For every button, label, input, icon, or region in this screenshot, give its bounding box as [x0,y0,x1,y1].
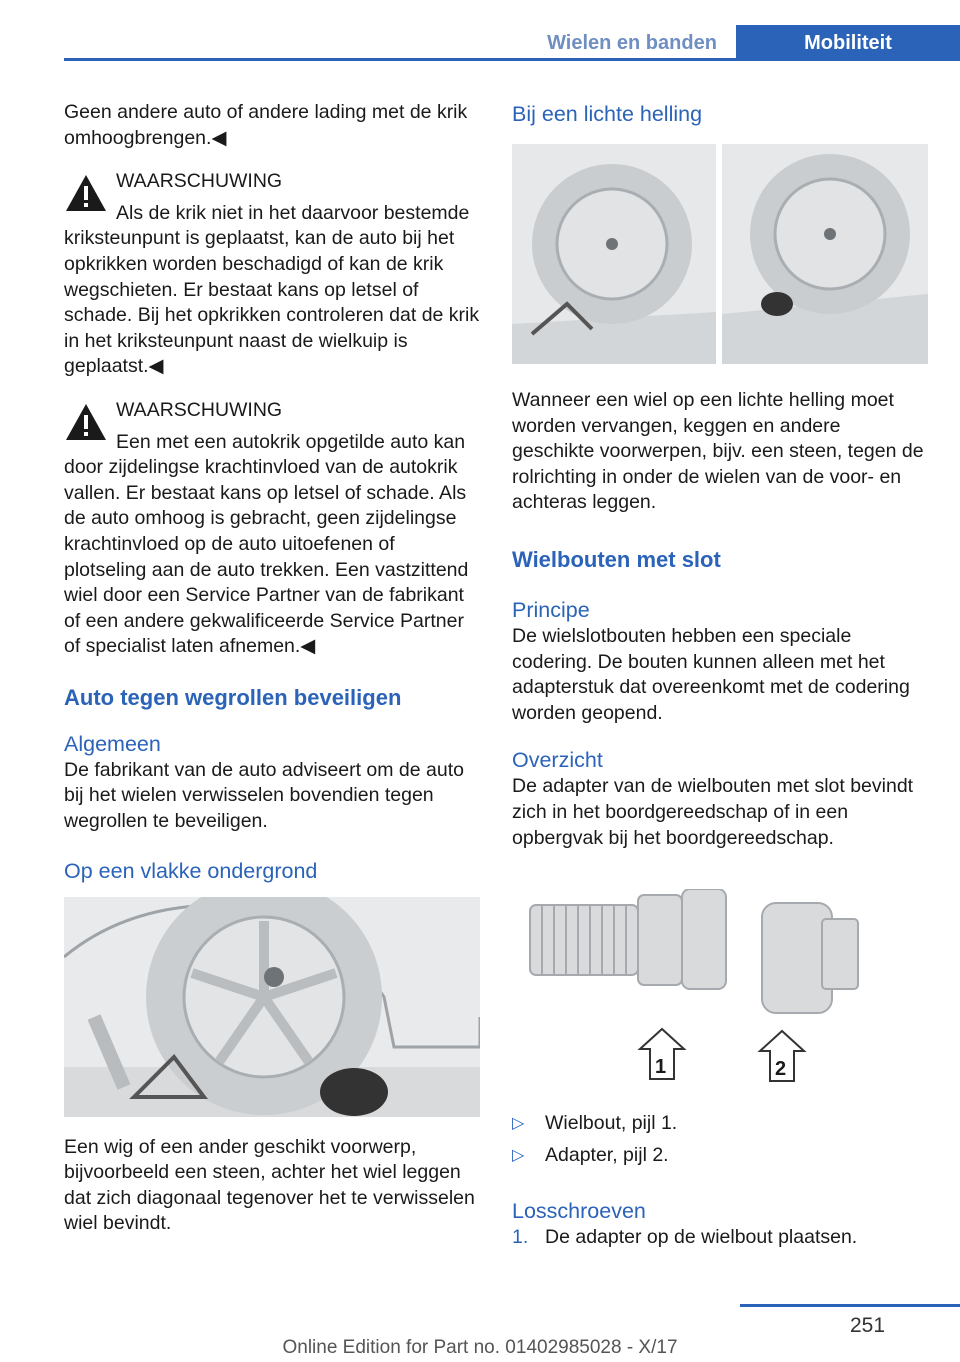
bolt-adapter-illustration [512,889,928,1089]
list-item [512,1143,928,1175]
subsection-title: Bij een lichte helling [512,102,703,126]
warning-triangle-icon [64,173,108,213]
warning-title: WAARSCHUWING [116,398,283,421]
subsection-title: Losschroeven [512,1199,646,1224]
triangle-bullet-icon: ▷ [512,1115,525,1133]
list-item-text: Adapter, pijl 2. [545,1144,669,1167]
section-heading: Wielbouten met slot [512,546,721,572]
subsection-title: Principe [512,597,590,622]
page-header [64,25,960,61]
flat-ground-illustration [64,897,480,1117]
steps-list [512,1225,928,1251]
section-heading: Auto tegen wegrollen beveiligen [64,684,402,710]
list-item-text: Wielbout, pijl 1. [545,1112,678,1135]
warning-text: Een met een autokrik opgetilde auto kan door zijdelingse krachtinvloed van de autokrik vallen. Er bestaat kans op letsel of schade. Als de auto omhoog is gebracht, geen zijdelingse krachtinvloed op de auto uitoefenen of plotseling aan de auto trekken. Een vastzittend wiel door een Service Partner van de fabrikant of een andere gekwalificeerde Service Partner of specialist laten afnemen.◀ [64,430,469,658]
warning-block-1 [64,169,480,380]
left-column [64,100,480,1237]
legend-list [512,1111,928,1175]
figure-caption: Een wig of een ander geschikt voorwerp, bijvoorbeeld een steen, achter het wiel leggen dat zich diagonaal tegenover het te verwisselen wiel bevindt. [64,1135,475,1235]
footer-rule [740,1304,960,1307]
warning-triangle-icon [64,402,108,442]
subsection-text: De adapter van de wielbouten met slot bevindt zich in het boordgereedschap of in een opbergvak bij het boordgereedschap. [512,775,914,849]
arrow-label-2: 2 [775,1058,787,1081]
right-column [512,100,928,1251]
page-number: 251 [850,1314,886,1337]
subsection-title: Algemeen [64,731,161,756]
chapter-tab: Mobiliteit [736,25,960,61]
subsection-text: De wielslotbouten hebben een speciale codering. De bouten kunnen alleen met het adapterstuk dat overeenkomt met de codering worden geopend. [512,624,910,724]
warning-text: Als de krik niet in het daarvoor bestemde kriksteunpunt is geplaatst, kan de auto bij het opkrikken worden beschadigd of kan de krik wegschieten. Er bestaat kans op letsel of schade. Bij het opkrikken controleren dat de krik in het kriksteunpunt naast de wielkuip is geplaatst.◀ [64,201,480,378]
slope-caption: Wanneer een wiel op een lichte helling moet worden vervangen, keggen en andere geschikte voorwerpen, bijv. een steen, tegen de rolrichting in onder de wielen van de voor- en achteras leggen. [512,389,924,514]
intro-paragraph: Geen andere auto of andere lading met de krik omhoogbrengen.◀ [64,101,468,149]
list-item [512,1111,928,1143]
arrow-label-1: 1 [655,1056,667,1079]
subsection-title: Op een vlakke ondergrond [64,858,318,883]
warning-title: WAARSCHUWING [116,170,283,193]
triangle-bullet-icon: ▷ [512,1147,525,1165]
step-number: 1. [512,1226,529,1249]
step-item [512,1225,928,1251]
subsection-text: De fabrikant van de auto adviseert om de auto bij het wielen verwisselen bovendien tegen wegrollen te beveiligen. [64,758,464,833]
warning-block-2 [64,398,480,660]
section-tab: Wielen en banden [547,32,717,54]
header-rule [64,58,960,61]
subsection-title: Overzicht [512,748,603,773]
step-text: De adapter op de wielbout plaatsen. [545,1226,858,1249]
edition-footer: Online Edition for Part no. 01402985028 - X/17 [282,1337,678,1358]
slope-illustration [512,144,928,364]
